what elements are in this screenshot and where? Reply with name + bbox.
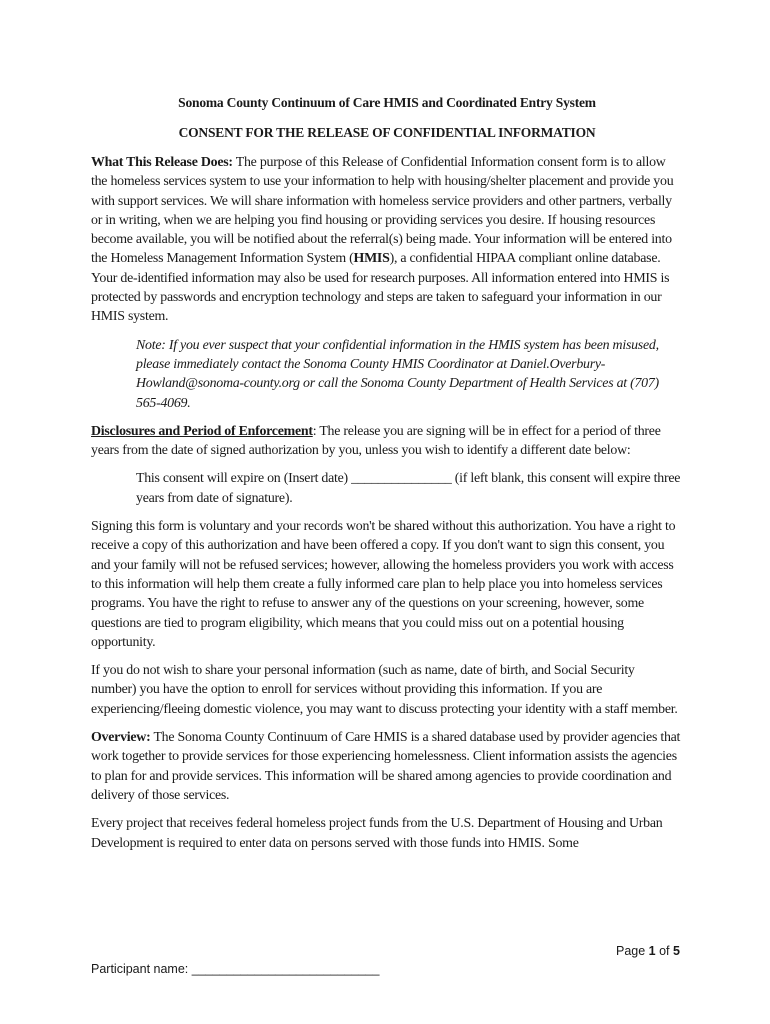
page-total: 5 xyxy=(673,944,680,958)
overview-text: The Sonoma County Continuum of Care HMIS is a shared database used by provider agencies that work together to provide services for those experiencing homelessness. Client information assists the agencies to plan for and provide services. This information will be shared among agencies to provide coordination and delivery of those services. xyxy=(91,730,681,803)
page-of: of xyxy=(655,944,673,958)
overview-heading: Overview: xyxy=(91,730,151,746)
overview-paragraph xyxy=(91,728,683,805)
expire-paragraph: This consent will expire on (Insert date) _______________ (if left blank, this consent will expire three years from date of signature). xyxy=(136,471,681,506)
hmis-bold: HMIS xyxy=(353,251,390,267)
document-subtitle: CONSENT FOR THE RELEASE OF CONFIDENTIAL INFORMATION xyxy=(178,125,596,140)
what-text-1: The purpose of this Release of Confidential Information consent form is to allow the homeless services system to use your information to help with housing/shelter placement and provide you with support services. We will share information with homeless service providers and other partners, verbally or in writing, when we are helping you find housing or providing services you desire. If housing resources become available, you will be notified about the referral(s) being made. Your information will be entered into the Homeless Management Information System ( xyxy=(91,155,674,267)
participant-name-line: Participant name: ___________________________ xyxy=(91,962,380,976)
note-paragraph: Note: If you ever suspect that your confidential information in the HMIS system has been misused, please immediately contact the Sonoma County HMIS Coordinator at Daniel.Overbury-Howland@sonoma-county.org or call the Sonoma County Department of Health Services at (707) 565-4069. xyxy=(136,337,659,411)
disclosures-text: : The release you are signing will be in effect for a period of three years from the date of signed authorization by you, unless you wish to identify a different date below: xyxy=(91,423,661,459)
what-this-release-does-paragraph xyxy=(91,153,683,327)
disclosures-heading: Disclosures and Period of Enforcement xyxy=(91,423,313,439)
page-label: Page xyxy=(616,944,649,958)
document-page xyxy=(91,94,683,862)
federal-paragraph: Every project that receives federal homeless project funds from the U.S. Department of Housing and Urban Development is required to enter data on persons served with those funds into HMIS. Some xyxy=(91,816,663,851)
document-title: Sonoma County Continuum of Care HMIS and Coordinated Entry System xyxy=(178,95,596,110)
disclosures-paragraph xyxy=(91,422,683,461)
what-heading: What This Release Does: xyxy=(91,155,233,170)
signing-paragraph: Signing this form is voluntary and your records won't be shared without this authorization. You have a right to receive a copy of this authorization and have been offered a copy. If you don't want to sign this consent, you and your family will not be refused services; however, allowing the homeless providers you work with access to this information will help them create a fully informed care plan to help place you into homeless services programs. You have the right to refuse to answer any of the questions on your screening, however, some questions are tied to program eligibility, which means that you could miss out on a potential housing opportunity. xyxy=(91,519,676,650)
page-current: 1 xyxy=(648,944,656,958)
personal-info-paragraph: If you do not wish to share your personal information (such as name, date of birth, and Social Security number) you have the option to enroll for services without providing this information. If you are experiencing/fleeing domestic violence, you may want to discuss protecting your identity with a staff member. xyxy=(91,663,678,717)
page-number xyxy=(616,944,680,958)
what-text-2: ), a confidential HIPAA compliant online database. Your de-identified information may also be used for research purposes. All information entered into HMIS is protected by passwords and encryption technology and steps are taken to safeguard your information in our HMIS system. xyxy=(91,251,670,325)
